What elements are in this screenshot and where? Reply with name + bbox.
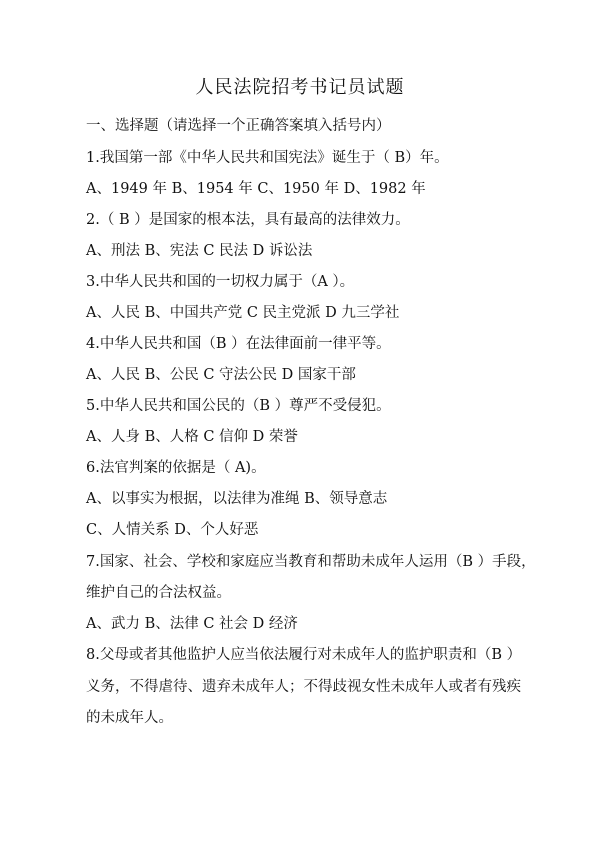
question-4-options: A、人民 B、公民 C 守法公民 D 国家干部 [86, 367, 356, 383]
question-2: 2.（ B ）是国家的根本法，具有最高的法律效力。 [86, 212, 410, 228]
question-6-options-ab: A、以事实为根据，以法律为准绳 B、领导意志 [86, 491, 388, 507]
question-8: 8.父母或者其他监护人应当依法履行对未成年人的监护职责和（B ） [86, 647, 522, 663]
question-7: 7.国家、社会、学校和家庭应当教育和帮助未成年人运用（B ）手段， [86, 554, 536, 570]
question-8-continued: 义务，不得虐待、遗弃未成年人；不得歧视女性未成年人或者有残疾 [86, 679, 521, 695]
section-heading: 一、选择题（请选择一个正确答案填入括号内） [86, 118, 391, 134]
question-3-options: A、人民 B、中国共产党 C 民主党派 D 九三学社 [86, 305, 400, 321]
question-4: 4.中华人民共和国（B ）在法律面前一律平等。 [86, 336, 391, 352]
question-3: 3.中华人民共和国的一切权力属于（A ）。 [86, 274, 355, 290]
question-7-options: A、武力 B、法律 C 社会 D 经济 [86, 616, 298, 632]
question-6-options-cd: C、人情关系 D、个人好恶 [86, 522, 259, 538]
question-6: 6.法官判案的依据是（ A)。 [86, 460, 266, 476]
question-1: 1.我国第一部《中华人民共和国宪法》诞生于（ B）年。 [86, 150, 449, 166]
question-1-options: A、1949 年 B、1954 年 C、1950 年 D、1982 年 [86, 181, 426, 197]
question-8-continued-2: 的未成年人。 [86, 710, 173, 726]
question-2-options: A、刑法 B、宪法 C 民法 D 诉讼法 [86, 243, 313, 259]
question-5: 5.中华人民共和国公民的（B ）尊严不受侵犯。 [86, 398, 391, 414]
question-5-options: A、人身 B、人格 C 信仰 D 荣誉 [86, 429, 298, 445]
question-7-continued: 维护自己的合法权益。 [86, 585, 231, 601]
page-title: 人民法院招考书记员试题 [195, 77, 405, 98]
